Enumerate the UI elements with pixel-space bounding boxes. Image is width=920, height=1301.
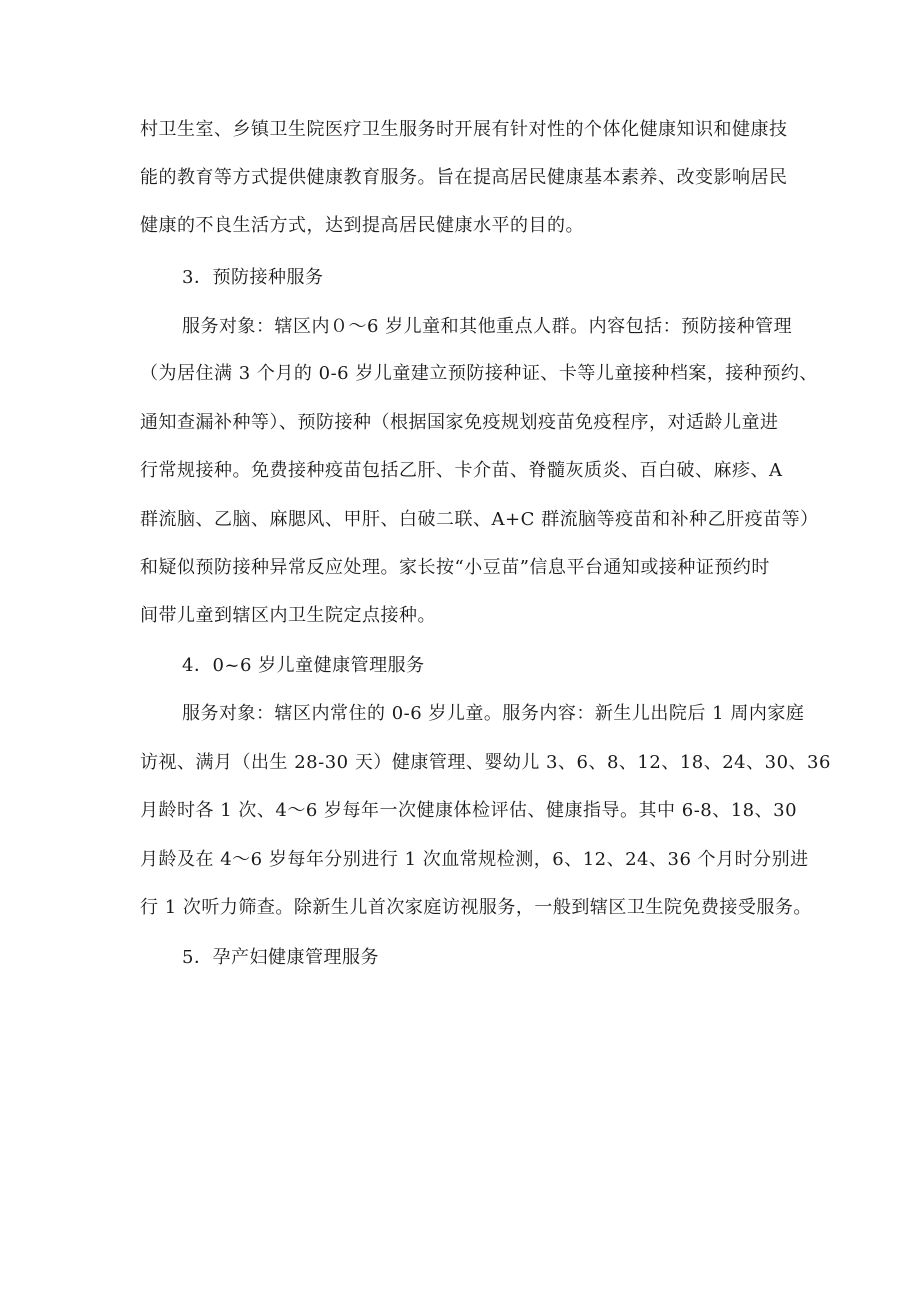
- para3-line-4: 月龄及在 4～6 岁每年分别进行 1 次血常规检测，6、12、24、36 个月时分别进: [140, 849, 809, 870]
- para2-line-5: 群流脑、乙脑、麻腮风、甲肝、白破二联、A+C 群流脑等疫苗和补种乙肝疫苗等）: [140, 509, 819, 530]
- para2-line-7: 间带儿童到辖区内卫生院定点接种。: [140, 605, 436, 626]
- para2-line-3: 通知查漏补种等）、预防接种（根据国家免疫规划疫苗免疫程序，对适龄儿童进: [140, 412, 779, 433]
- para3-line-2: 访视、满月（出生 28-30 天）健康管理、婴幼儿 3、6、8、12、18、24、30、36: [140, 752, 831, 773]
- section-heading-4: 4．0~6 岁儿童健康管理服务: [182, 655, 425, 676]
- para1-line-1: 村卫生室、乡镇卫生院医疗卫生服务时开展有针对性的个体化健康知识和健康技: [140, 119, 788, 140]
- para1-line-2: 能的教育等方式提供健康教育服务。旨在提高居民健康基本素养、改变影响居民: [140, 167, 788, 188]
- para2-line-2: （为居住满 3 个月的 0-6 岁儿童建立预防接种证、卡等儿童接种档案，接种预约、: [140, 363, 818, 384]
- para2-line-6: 和疑似预防接种异常反应处理。家长按“小豆苗”信息平台通知或接种证预约时: [140, 557, 770, 578]
- para2-line-1: 服务对象：辖区内０～6 岁儿童和其他重点人群。内容包括：预防接种管理: [182, 316, 793, 337]
- para3-line-3: 月龄时各 1 次、4～6 岁每年一次健康体检评估、健康指导。其中 6-8、18、30: [140, 800, 798, 821]
- para3-line-5: 行 1 次听力筛查。除新生儿首次家庭访视服务，一般到辖区卫生院免费接受服务。: [140, 897, 812, 918]
- para2-line-4: 行常规接种。免费接种疫苗包括乙肝、卡介苗、脊髓灰质炎、百白破、麻疹、A: [140, 460, 783, 481]
- section-heading-3: 3．预防接种服务: [182, 267, 324, 288]
- para3-line-1: 服务对象：辖区内常住的 0-6 岁儿童。服务内容：新生儿出院后 1 周内家庭: [182, 703, 805, 724]
- section-heading-5: 5．孕产妇健康管理服务: [182, 947, 379, 968]
- para1-line-3: 健康的不良生活方式，达到提高居民健康水平的目的。: [140, 215, 584, 236]
